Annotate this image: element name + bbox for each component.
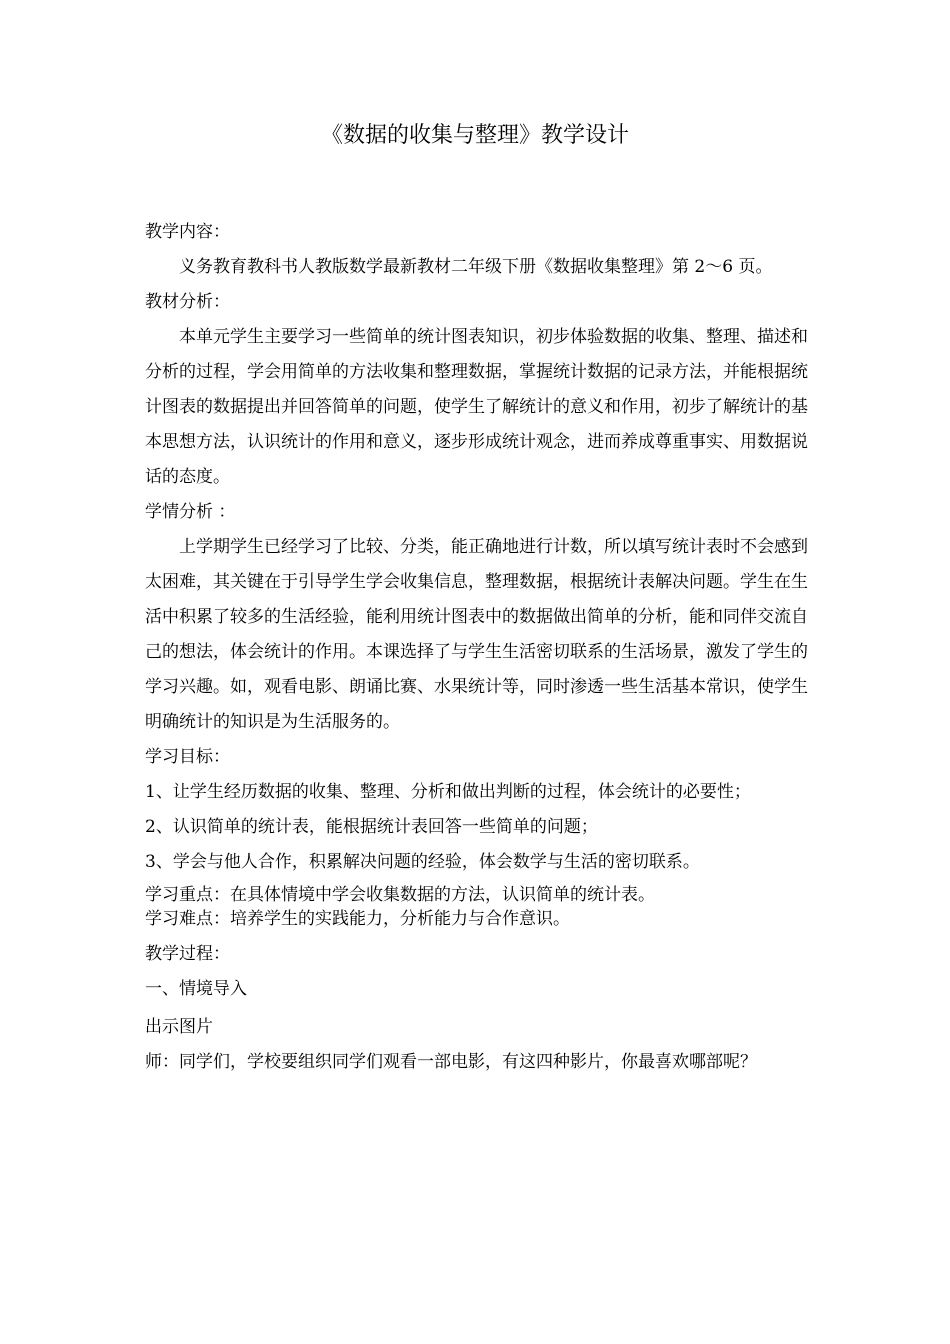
goal-item: 3、学会与他人合作，积累解决问题的经验，体会数学与生活的密切联系。 <box>145 852 700 872</box>
analysis-text: 本单元学生主要学习一些简单的统计图表知识，初步体验数据的收集、整理、描述和分析的过程，学会用简单的方法收集和整理数据，掌握统计数据的记录方法，并能根据统计图表的数据提出并回答简单的问题，使学生了解统计的意义和作用，初步了解统计的基本思想方法，认识统计的作用和意义，逐步形成统计观念，进而养成尊重事实、用数据说话的态度。 <box>145 327 808 487</box>
difficulty: 学习难点：培养学生的实践能力，分析能力与合作意识。 <box>145 909 570 929</box>
goals-heading: 学习目标： <box>145 747 230 767</box>
step1-heading: 一、情境导入 <box>145 979 247 999</box>
goal-item: 2、认识简单的统计表，能根据统计表回答一些简单的问题； <box>145 817 598 837</box>
content-text: 义务教育教科书人教版数学最新教材二年级下册《数据收集整理》第 2～6 页。 <box>179 257 773 277</box>
step1-teacher: 师：同学们，学校要组织同学们观看一部电影，有这四种影片，你最喜欢哪部呢？ <box>145 1052 757 1072</box>
goal-item: 1、让学生经历数据的收集、整理、分析和做出判断的过程，体会统计的必要性； <box>145 782 751 802</box>
document-body <box>145 215 810 1080</box>
learner-text: 上学期学生已经学习了比较、分类，能正确地进行计数，所以填写统计表时不会感到太困难，其关键在于引导学生学会收集信息，整理数据，根据统计表解决问题。学生在生活中积累了较多的生活经验，能利用统计图表中的数据做出简单的分析，能和同伴交流自己的想法，体会统计的作用。本课选择了与学生生活密切联系的生活场景，激发了学生的学习兴趣。如，观看电影、朗诵比赛、水果统计等，同时渗透一些生活基本常识，使学生明确统计的知识是为生活服务的。 <box>145 537 808 732</box>
key-point: 学习重点：在具体情境中学会收集数据的方法，认识简单的统计表。 <box>145 885 655 905</box>
analysis-heading: 教材分析： <box>145 292 230 312</box>
process-heading: 教学过程： <box>145 944 230 964</box>
step1-show: 出示图片 <box>145 1017 213 1037</box>
content-heading: 教学内容： <box>145 222 230 242</box>
document-title: 《数据的收集与整理》教学设计 <box>320 123 629 148</box>
learner-heading: 学情分析 ： <box>145 502 236 522</box>
